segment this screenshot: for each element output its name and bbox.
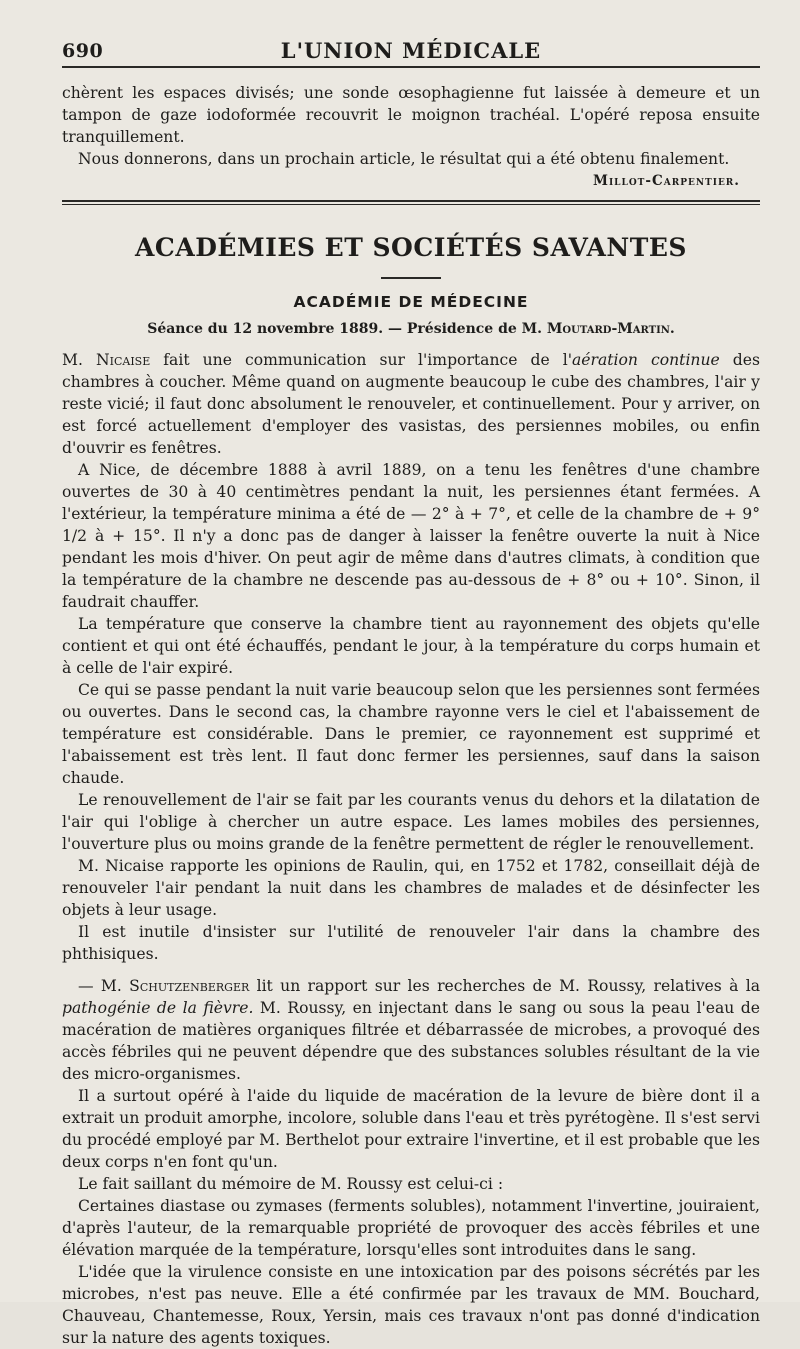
text-run: M. Roussy, en injectant dans le sang ou sous la peau l'eau de macération de matières organiques filtrée et débarrassée de microbes, a provoqué des accès fébriles qui ne peuvent dépendre que des substances solubles résultant de la vie des micro-organismes. [62,999,761,1083]
session-line [62,319,760,339]
paragraph: L'idée que la virulence consiste en une intoxication par des poisons sécrétés par les microbes, n'est pas neuve. Elle a été confirmée par les travaux de MM. Bouchard, Chauveau, Chantemesse, Roux, Yersin, mais ces travaux n'ont pas donné d'indication sur la nature des agents toxiques. [62,1263,760,1347]
emphasis: pathogénie de la fièvre. [62,999,254,1017]
paragraph [62,975,760,1085]
paragraph: Certaines diastase ou zymases (ferments solubles), notamment l'invertine, jouiraient, d'après l'auteur, de la remarquable propriété de provoquer des accès fébriles et une élévation marquée de la température, lorsqu'elles sont introduites dans le sang. [62,1197,760,1259]
section-title: ACADÉMIES ET SOCIÉTÉS SAVANTES [135,233,687,262]
journal-title: L'UNION MÉDICALE [280,38,542,63]
page-header [62,36,760,66]
paragraph: Ce qui se passe pendant la nuit varie beaucoup selon que les persiennes sont fermées ou ouvertes. Dans le second cas, la chambre rayonne vers le ciel et l'abaissement de température est considérable. Dans le premier, ce rayonnement est supprimé et l'abaissement est très lent. Il faut donc fermer les persiennes, sauf dans la saison chaude. [62,681,760,787]
paragraph: La température que conserve la chambre tient au rayonnement des objets qu'elle contient et qui ont été échauffés, pendant le jour, à la température du corps humain et à celle de l'air expiré. [62,615,760,677]
paragraph: A Nice, de décembre 1888 à avril 1889, on a tenu les fenêtres d'une chambre ouvertes de 30 à 40 centimètres pendant la nuit, les persiennes étant fermées. A l'extérieur, la température minima a été de — 2° à + 7°, et celle de la chambre de + 9° 1/2 à + 15°. Il n'y a donc pas de danger à laisser la fenêtre ouverte la nuit à Nice pendant les mois d'hiver. On peut agir de même dans d'autres climats, à condition que la température de la chambre ne descende pas au-dessous de + 8° ou + 10°. Sinon, il faudrait chauffer. [62,461,760,611]
section-divider [62,200,760,202]
paragraph: Le fait saillant du mémoire de M. Roussy est celui-ci : [78,1175,504,1193]
page-number: 690 [62,40,104,62]
text-run: M. [62,351,96,369]
text-run: fait une communication sur l'importance de l' [150,351,573,369]
header-rule [62,66,760,68]
text-run: — M. [78,977,130,995]
session-date: Séance du 12 novembre 1889. — Présidence de M. [147,321,547,337]
previous-article-end [62,82,760,192]
paragraph: Il a surtout opéré à l'aide du liquide de macération de la levure de bière dont il a extrait un produit amorphe, incolore, soluble dans l'eau et très pyrétogène. Il s'est servi du procédé employé par M. Berthelot pour extraire l'invertine, et il est probable que les deux corps n'en font qu'un. [62,1087,760,1171]
paragraph [62,349,760,459]
session-president: Moutard-Martin. [546,321,675,337]
emphasis: aération continue [572,351,720,369]
section-divider-thin [62,204,760,205]
paragraph: Il est inutile d'insister sur l'utilité de renouveler l'air dans la chambre des phthisiques. [62,923,760,963]
paragraph: M. Nicaise rapporte les opinions de Raulin, qui, en 1752 et 1782, conseillait déjà de renouveler l'air pendant la nuit dans les chambres de malades et de désinfecter les objets à leur usage. [62,857,760,919]
person-name: Nicaise [95,351,151,369]
paragraph: Nous donnerons, dans un prochain article, le résultat qui a été obtenu finalement. [78,150,730,168]
subsection-title: ACADÉMIE DE MÉDECINE [293,293,529,311]
paragraph: chèrent les espaces divisés; une sonde œsophagienne fut laissée à demeure et un tampon de gaze iodoformée recouvrit le moignon trachéal. L'opéré reposa ensuite tranquillement. [62,84,760,146]
article-body [62,349,760,1349]
person-name: Schutzenberger [129,977,250,995]
text-run: des chambres à coucher. Même quand on augmente beaucoup le cube des chambres, l'air y reste vicié; il faut donc absolument le renouveler, et continuellement. Pour y arriver, on est forcé actuellement d'employer des vasistas, des persiennes mobiles, ou enfin d'ouvrir es fenêtres. [62,351,760,457]
paragraph: Le renouvellement de l'air se fait par les courants venus du dehors et la dilatation de l'air qui l'oblige à chercher un autre espace. Les lames mobiles des persiennes, l'ouverture plus ou moins grande de la fenêtre permettent de régler le renouvellement. [62,791,760,853]
author-signature: Millot-Carpentier. [593,173,740,189]
text-run: lit un rapport sur les recherches de M. Roussy, relatives à la [249,977,760,995]
title-underline [381,277,441,279]
